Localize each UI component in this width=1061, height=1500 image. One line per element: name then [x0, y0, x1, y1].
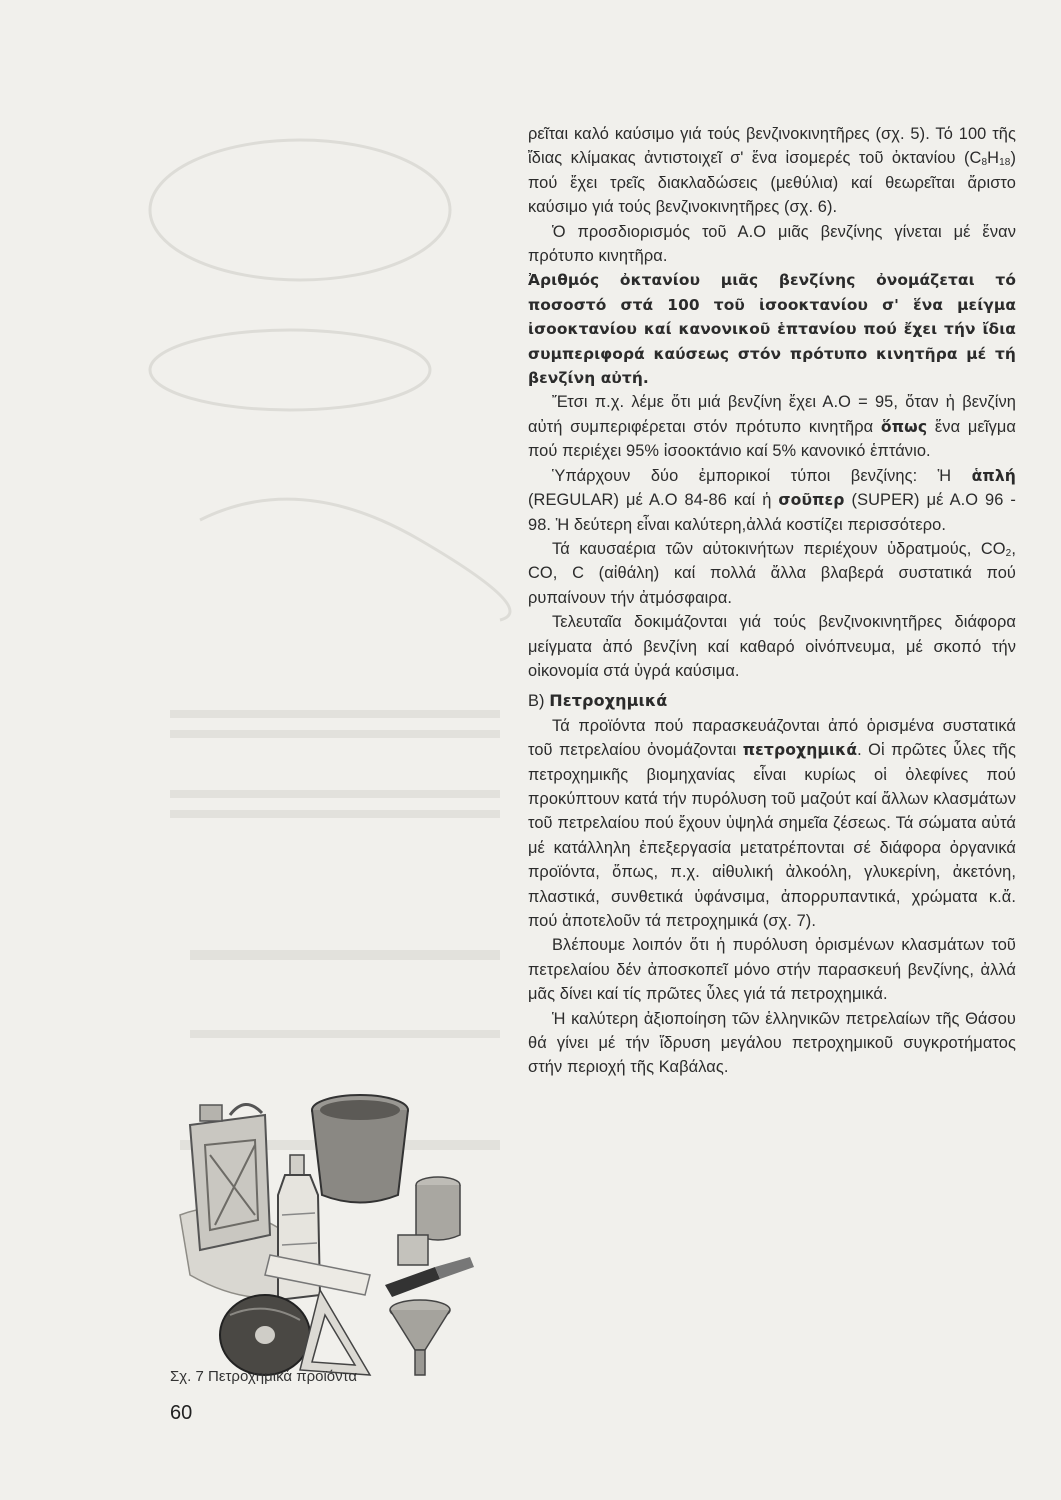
- paragraph-11: Ἡ καλύτερη ἀξιοποίηση τῶν ἑλληνικῶν πετρελαίων τῆς Θάσου θά γίνει μέ τήν ἵδρυση μεγάλου πετροχημικοῦ συγκροτήματος στήν περιοχή τῆς Καβάλας.: [528, 1009, 1016, 1077]
- definition-paragraph: Ἀριθμός ὀκτανίου μιᾶς βενζίνης ὀνομάζεται τό ποσοστό στά 100 τοῦ ἰσοοκτανίου σ' ἕνα μείγμα ἰσοοκτανίου καί κανονικοῦ ἑπτανίου πού ἔχει τήν ἴδια συμπεριφορά καύσεως στόν πρότυπο κινητῆρα μέ τή βενζίνη αὐτή.: [528, 271, 1016, 388]
- petrochemical-products-illustration: [170, 1085, 510, 1385]
- paragraph-2: Ὁ προσδιορισμός τοῦ Α.Ο μιᾶς βενζίνης γίνεται μέ ἕναν πρότυπο κινητῆρα.: [528, 222, 1016, 266]
- page-number: 60: [170, 1402, 193, 1424]
- paragraph-7: Τελευταῖα δοκιμάζονται γιά τούς βενζινοκινητῆρες διάφορα μείγματα ἀπό βενζίνη καί καθαρό οἰνόπνευμα, μέ σκοπό τήν οἰκονομία στά ὑγρά καύσιμα.: [528, 613, 1016, 680]
- paragraph-4: Ἔτσι π.χ. λέμε ὅτι μιά βενζίνη ἔχει Α.Ο = 95, ὅταν ἡ βενζίνη αὐτή συμπεριφέρεται στόν πρότυπο κινητῆρα ὅπως ἕνα μεῖγμα πού περιέχει 95% ἰσοοκτάνιο καί 5% κανονικό ἑπτάνιο.: [528, 393, 1016, 461]
- paint-cans-drawing: [398, 1177, 460, 1265]
- paragraph-9: Τά προϊόντα πού παρασκευάζονται ἀπό ὁρισμένα συστατικά τοῦ πετρελαίου ὀνομάζονται πετροχημικά. Οἱ πρῶτες ὗλες τῆς πετροχημικῆς βιομηχανίας εἶναι κυρίως οἱ ὀλεφίνες πού προκύπτουν κατά τήν πυρόλυση τοῦ μαζούτ καί ἄλλων κλασμάτων τοῦ πετρελαίου πού ἔχουν ὑψηλά σημεῖα ζέσεως. Τά σώματα αὐτά μέ κατάλληλη ἐπεξεργασία μετατρέπονται σέ διάφορα ὀργανικά προϊόντα, ὅπως, π.χ. αἰθυλική ἀλκοόλη, γλυκερίνη, ἀκετόνη, πλαστικά, συνθετικά ὑφάνσιμα, ἀπορρυπαντικά, χρώματα κ.ἄ. πού ἀποτελοῦν τά πετροχημικά (σχ. 7).: [528, 716, 1016, 930]
- bucket-drawing: [312, 1095, 408, 1203]
- jerry-can-drawing: [190, 1104, 270, 1250]
- paragraph-10: Βλέπουμε λοιπόν ὅτι ἡ πυρόλυση ὁρισμένων κλασμάτων τοῦ πετρελαίου δέν ἀποσκοπεῖ μόνο στήν παρασκευή βενζίνης, ἀλλά μᾶς δίνει καί τίς πρῶτες ὗλες γιά τά πετροχημικά.: [528, 936, 1016, 1004]
- section-heading: Β) Πετροχημικά: [528, 691, 668, 711]
- main-text-column: [528, 122, 1016, 1080]
- paragraph-6: Τά καυσαέρια τῶν αὐτοκινήτων περιέχουν ὑδρατμούς, $CO_2$, CO, C (αἰθάλη) καί πολλά ἄλλα βλαβερά συστατικά πού ρυπαίνουν τήν ἀτμόσφαιρα.: [528, 539, 1016, 607]
- set-square-drawing: [300, 1290, 370, 1375]
- funnel-drawing: [390, 1300, 450, 1375]
- record-disc-drawing: [220, 1295, 310, 1375]
- figure-caption: Σχ. 7 Πετροχημικά προϊόντα: [170, 1368, 358, 1385]
- paragraph-1: ρεῖται καλό καύσιμο γιά τούς βενζινοκινητῆρες (σχ. 5). Τό 100 τῆς ἴδιας κλίμακας ἀντιστοιχεῖ σ' ἕνα ἰσομερές τοῦ ὀκτανίου $(C_8H_{18})$ πού ἔχει τρεῖς διακλαδώσεις (μεθύλια) καί θεωρεῖται ἄριστο καύσιμο γιά τούς βενζινοκινητῆρες (σχ. 6).: [528, 125, 1016, 217]
- paragraph-5: Ὑπάρχουν δύο ἐμπορικοί τύποι βενζίνης: Ἡ ἁπλή (REGULAR) μέ Α.Ο 84-86 καί ἡ σοῦπερ (SUPER) μέ Α.Ο 96 - 98. Ἡ δεύτερη εἶναι καλύτερη,ἀλλά κοστίζει περισσότερο.: [528, 466, 1016, 534]
